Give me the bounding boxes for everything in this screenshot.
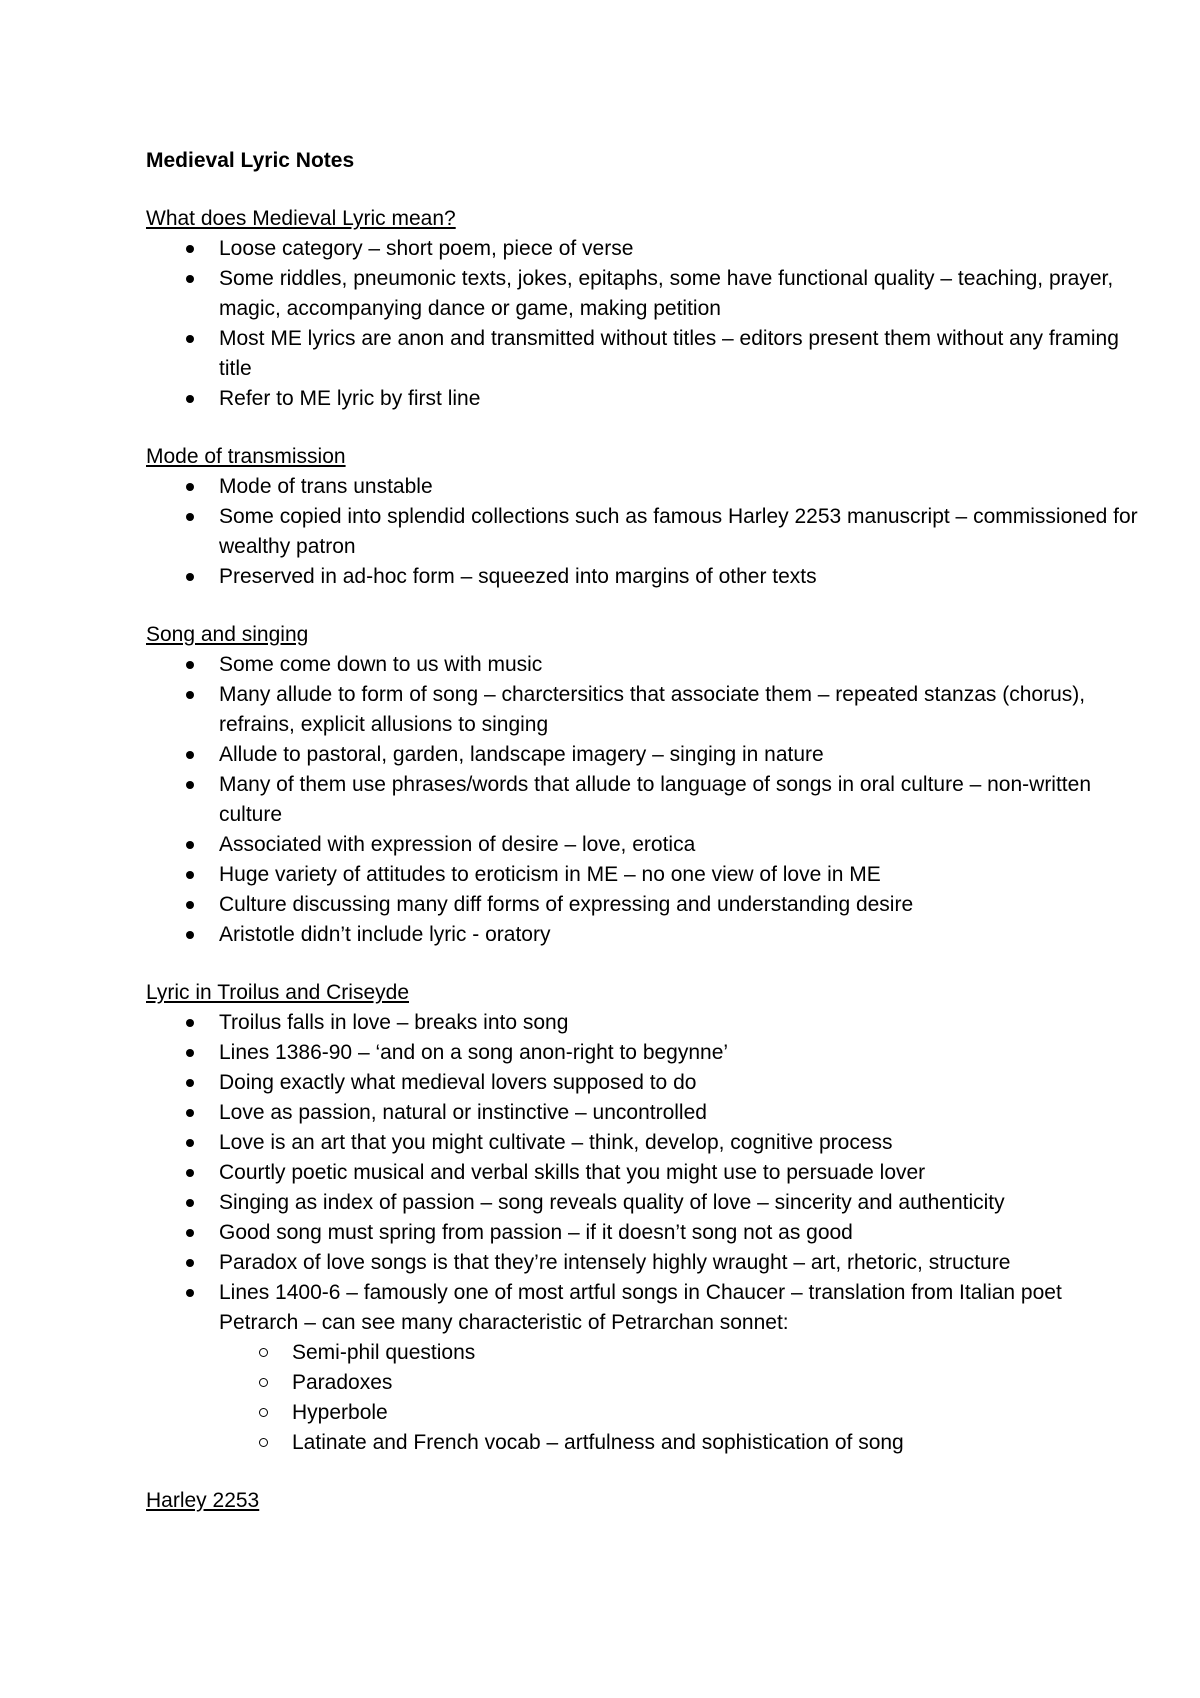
bullet-icon [186,781,194,789]
list-item-text: Loose category – short poem, piece of verse [219,237,634,260]
list-item [146,1188,1146,1218]
list-item [146,1008,1146,1038]
bullet-icon [186,1019,194,1027]
list-item-text: Courtly poetic musical and verbal skills that you might use to persuade lover [219,1161,926,1184]
list-item [146,234,1146,264]
list-item [146,1278,1146,1458]
bullet-icon [186,573,194,581]
list-item [146,1068,1146,1098]
list-item-text: Associated with expression of desire – love, erotica [219,833,696,856]
list-item [146,562,1146,592]
bullet-icon [186,871,194,879]
list-item-text: Huge variety of attitudes to eroticism in ME – no one view of love in ME [219,863,881,886]
bullet-icon [186,931,194,939]
list-item [146,324,1146,384]
list-item-text: Love as passion, natural or instinctive – uncontrolled [219,1101,707,1124]
list-item [146,1218,1146,1248]
list-item [146,1128,1146,1158]
sub-list-item-text: Semi-phil questions [292,1341,476,1364]
list-item [146,740,1146,770]
sub-bullet-list [219,1338,1146,1458]
list-item [146,1098,1146,1128]
bullet-icon [186,1169,194,1177]
bullet-icon [186,1199,194,1207]
list-item-text: Singing as index of passion – song reveals quality of love – sincerity and authenticity [219,1191,1005,1214]
section-heading: Harley 2253 [146,1489,260,1512]
document-page [146,146,1146,1516]
list-item-text: Many of them use phrases/words that allude to language of songs in oral culture – non-written culture [219,773,1092,826]
list-item [146,680,1146,740]
bullet-icon [186,483,194,491]
list-item-text: Good song must spring from passion – if it doesn’t song not as good [219,1221,853,1244]
bullet-icon [186,1289,194,1297]
bullet-list [146,650,1146,950]
bullet-icon [186,691,194,699]
bullet-icon [186,245,194,253]
section-heading: Song and singing [146,623,309,646]
list-item [146,890,1146,920]
section-heading: What does Medieval Lyric mean? [146,207,456,230]
bullet-icon [186,901,194,909]
list-item-text: Aristotle didn’t include lyric - oratory [219,923,551,946]
list-item [146,472,1146,502]
list-item-text: Many allude to form of song – charctersitics that associate them – repeated stanzas (chorus), refrains, explicit allusions to singing [219,683,1086,736]
list-item [146,770,1146,830]
bullet-icon [186,1049,194,1057]
list-item-text: Some riddles, pneumonic texts, jokes, epitaphs, some have functional quality – teaching, prayer, magic, accompanying dance or game, making petition [219,267,1114,320]
bullet-list [146,1008,1146,1458]
section-heading: Lyric in Troilus and Criseyde [146,981,409,1004]
circle-bullet-icon [259,1348,268,1357]
bullet-icon [186,661,194,669]
list-item-text: Some copied into splendid collections such as famous Harley 2253 manuscript – commissioned for wealthy patron [219,505,1138,558]
list-item-text: Troilus falls in love – breaks into song [219,1011,569,1034]
sub-list-item-text: Paradoxes [292,1371,393,1394]
bullet-icon [186,1079,194,1087]
list-item-text: Refer to ME lyric by first line [219,387,481,410]
list-item-text: Culture discussing many diff forms of expressing and understanding desire [219,893,914,916]
circle-bullet-icon [259,1378,268,1387]
bullet-icon [186,1229,194,1237]
bullet-icon [186,751,194,759]
list-item [146,1248,1146,1278]
list-item [146,920,1146,950]
list-item-text: Mode of trans unstable [219,475,433,498]
list-item-text: Some come down to us with music [219,653,543,676]
list-item [146,384,1146,414]
section-song-and-singing [146,620,1146,950]
bullet-icon [186,335,194,343]
bullet-list [146,234,1146,414]
section-heading: Mode of transmission [146,445,346,468]
sub-list-item [219,1398,1146,1428]
circle-bullet-icon [259,1438,268,1447]
circle-bullet-icon [259,1408,268,1417]
list-item-text: Lines 1400-6 – famously one of most artful songs in Chaucer – translation from Italian poet Petrarch – can see many characteristic of Petrarchan sonnet: [219,1281,1062,1334]
list-item [146,830,1146,860]
list-item [146,502,1146,562]
list-item [146,650,1146,680]
list-item [146,1038,1146,1068]
list-item-text: Most ME lyrics are anon and transmitted without titles – editors present them without any framing title [219,327,1119,380]
bullet-icon [186,841,194,849]
bullet-icon [186,275,194,283]
bullet-icon [186,1109,194,1117]
bullet-icon [186,1259,194,1267]
list-item-text: Preserved in ad-hoc form – squeezed into margins of other texts [219,565,817,588]
sub-list-item-text: Latinate and French vocab – artfulness and sophistication of song [292,1431,904,1454]
list-item-text: Allude to pastoral, garden, landscape imagery – singing in nature [219,743,824,766]
section-mode-of-transmission [146,442,1146,592]
list-item-text: Lines 1386-90 – ‘and on a song anon-right to begynne’ [219,1041,729,1064]
sub-list-item-text: Hyperbole [292,1401,388,1424]
section-harley-2253 [146,1486,1146,1516]
list-item-text: Doing exactly what medieval lovers supposed to do [219,1071,697,1094]
list-item-text: Love is an art that you might cultivate – think, develop, cognitive process [219,1131,893,1154]
list-item [146,1158,1146,1188]
list-item [146,264,1146,324]
section-lyric-in-troilus [146,978,1146,1458]
list-item-text: Paradox of love songs is that they’re intensely highly wraught – art, rhetoric, structure [219,1251,1011,1274]
bullet-icon [186,1139,194,1147]
list-item [146,860,1146,890]
bullet-icon [186,513,194,521]
bullet-list [146,472,1146,592]
sub-list-item [219,1428,1146,1458]
document-title: Medieval Lyric Notes [146,149,355,172]
bullet-icon [186,395,194,403]
sub-list-item [219,1368,1146,1398]
sub-list-item [219,1338,1146,1368]
section-medieval-lyric-meaning [146,204,1146,414]
